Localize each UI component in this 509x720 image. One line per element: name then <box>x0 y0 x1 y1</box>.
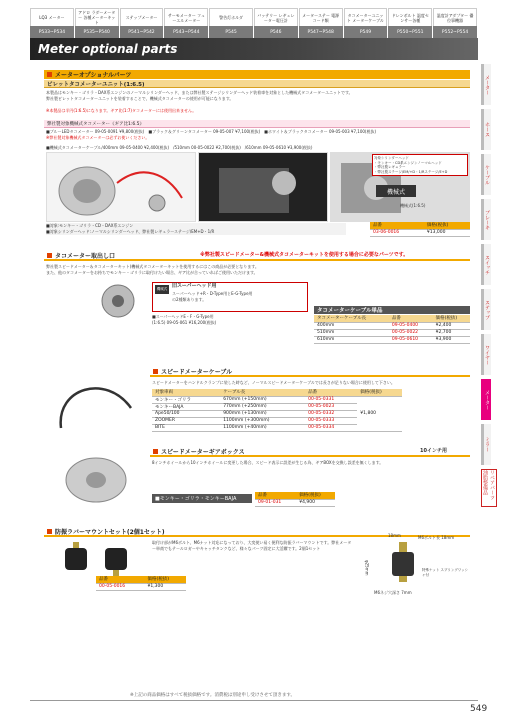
product-photo-rubber-mount <box>50 540 145 578</box>
cable-col-header: 品番 <box>389 315 433 322</box>
nav-item-page: P545 <box>209 26 253 38</box>
nav-item[interactable] <box>30 8 75 38</box>
outlet-illustration-icon <box>88 280 148 322</box>
nav-item-page: P546 <box>254 26 298 38</box>
nav-item-page: P550~P551 <box>388 26 432 38</box>
side-tab[interactable]: ワイヤー <box>481 334 491 375</box>
table-cell: モンキーBAJA <box>152 403 220 410</box>
speedo-col-header: ケーブル長 <box>220 389 305 396</box>
dim-bolt: M6ボルト長 18mm <box>418 535 455 540</box>
table-cell: ZOOMER <box>152 417 220 424</box>
side-tab[interactable]: リペアパーツ 油脂整備品 <box>481 469 497 507</box>
dim-diameter: φ25mm <box>364 560 370 576</box>
table-row <box>314 329 470 336</box>
nav-item[interactable] <box>75 8 120 38</box>
tacho-unit-illustration-icon <box>47 153 197 223</box>
target-head-callout: 対象シリンダーヘッド ・モンキー・CD系エンジンノーマルヘッド ・弊社製レギュラー ・弊社製ステージ/EM/+D・1/Rステージ/E+D <box>372 154 468 176</box>
nav-item[interactable] <box>254 8 299 38</box>
table-cell: BITE <box>152 424 220 431</box>
nav-item-name: バッテリー レギュレーター電圧計 <box>254 8 298 26</box>
nav-item[interactable] <box>164 8 209 38</box>
nav-item[interactable] <box>388 8 433 38</box>
side-tab[interactable]: ステップ <box>481 289 491 330</box>
table-cell: ¥3,900 <box>433 336 470 343</box>
product-photo-gearbox <box>46 448 146 508</box>
side-tab[interactable]: メーター <box>481 379 491 420</box>
photo-caption-2: ■対象シリンダーヘッド:ノーマルシリンダーヘッド、弊社製レギュラーステージ/EM+D・1/R <box>46 229 346 235</box>
nav-item-name: メーターステー 電源コード類 <box>299 8 343 26</box>
section-head-meter-options: メーターオプショナルパーツ <box>44 70 470 79</box>
cable-col-header: タコメーターケーブル長 <box>314 315 389 322</box>
section2-desc: 弊社製スピードメーター＆タコメーターキット(機械式タコメーターキットを使用するにはこの商品が必要となります。 <box>46 264 259 269</box>
mechanical-badge-sub: 機械式(1:6.5) <box>400 203 426 208</box>
table-cell: 1100mm (+40mm) <box>220 424 305 431</box>
kit-list: ■ブルーLEDタコメーター 09-05-0091 ¥9,800(税抜) ■ブラック＆グリーンタコメーター 09-05-007 ¥7,100(税抜) ■ホワイト＆ブラックタコメーター 09-05-003 ¥7,100(税抜) <box>46 129 377 134</box>
price-cell: ¥1,300 <box>144 583 186 590</box>
kit-label: 弊社製対象機械式タコメーター《ギア比1:6.5》 <box>44 120 470 128</box>
speedo-col-header: 品番 <box>305 389 357 396</box>
mount-dimension-diagram-icon <box>372 540 470 588</box>
col-code: 品番 <box>255 492 296 499</box>
nav-item-name: 警告灯ホルダ <box>209 8 253 26</box>
nav-item-page: P543~P544 <box>164 26 208 38</box>
callout-line2: の2種類あります。 <box>172 297 207 302</box>
col-code: 品番 <box>370 222 424 229</box>
table-cell: 00-05-0331 <box>305 396 357 403</box>
callout-title: 旧スーパーヘッド用 <box>172 283 217 289</box>
nav-item-name: タコメーターユニット メーターケーブル <box>344 8 388 26</box>
engine-illustration-icon <box>199 153 329 223</box>
speedo-cable-table <box>152 389 402 432</box>
side-tab[interactable]: ミラー <box>481 424 491 465</box>
table-cell: 00-05-0332 <box>305 410 357 417</box>
dim-width: 18mm <box>388 533 401 538</box>
dim-nut: 特殊ナット スプリングワッシャ付 <box>422 568 469 577</box>
table-cell: ¥2,700 <box>433 329 470 336</box>
table-cell: 770mm (+250mm) <box>220 403 305 410</box>
col-price: 価格(税抜) <box>424 222 470 229</box>
col-code: 品番 <box>96 576 144 583</box>
dim-hole: M6ネジ穴深さ 7mm <box>374 590 412 595</box>
kit-note: ※弊社製対象機械式タコメーターは必ずお使いください。 <box>46 135 150 140</box>
cable-table <box>314 315 470 344</box>
section2-item2: (1:6.5) 09-05-061 ¥16,200(税抜) <box>152 320 217 325</box>
table-cell: 510mm <box>314 329 389 336</box>
table-row <box>314 322 470 329</box>
subsection-billet-tacho: ビレットタコメーターユニット(1:6.5) <box>44 80 470 88</box>
section2-note: ※弊社製スピードメーター&機械式タコメーターキットを使用する場合に必要なパーツです。 <box>200 252 409 258</box>
price-cell: ¥4,900 <box>296 499 335 506</box>
nav-item-name: ドレンボルト 温度センサー各種 <box>388 8 432 26</box>
col-price: 価格(税抜) <box>144 576 186 583</box>
page-footer-rule <box>30 700 478 701</box>
cable-list: ■機械式タコメーターケーブル/400mm 09-05-0400 ¥2,400(税抜) /510mm 00-05-0022 ¥2,700(税抜) /610mm 09-05-0610 ¥3,900(税抜) <box>46 145 313 150</box>
section-head-rubber-mount: 防振ラバーマウントセット(2個1セット) <box>44 528 470 537</box>
code-cell: 09-01-031 <box>255 499 296 506</box>
table-cell: 670mm (+150mm) <box>220 396 305 403</box>
price-cell: ¥13,000 <box>424 229 470 236</box>
gearbox-target: ■モンキー・ゴリラ・モンキーBAJA <box>152 494 252 503</box>
table-cell: 610mm <box>314 336 389 343</box>
product-photo-tacho-unit <box>46 152 196 222</box>
product-photo-installed <box>198 152 328 222</box>
gearbox-price-table <box>255 492 335 507</box>
code-cell: 00-05-0016 <box>96 583 144 590</box>
nav-item[interactable] <box>120 8 165 38</box>
side-tab[interactable]: ケーブル <box>481 154 491 195</box>
nav-item-page: P547~P548 <box>299 26 343 38</box>
table-cell: 1100mm (+300mm) <box>220 417 305 424</box>
side-tab[interactable]: ブレーキ <box>481 199 491 240</box>
nav-item-page: P549 <box>344 26 388 38</box>
rubber-mount-diagram <box>372 540 470 588</box>
nav-item[interactable] <box>344 8 389 38</box>
table-cell: 00-05-0023 <box>305 403 357 410</box>
table-cell: 00-05-0333 <box>305 417 357 424</box>
cable-illustration-icon <box>46 368 146 438</box>
nav-item-page: P535~P540 <box>75 26 119 38</box>
table-cell: 09-05-0400 <box>389 322 433 329</box>
section2-item: ■スーパーヘッドE・F・G-Type用 <box>152 314 214 319</box>
table-row <box>152 396 402 403</box>
section5-desc: 取付け部がM6ボルト、M6ナット対応になっており、大変使い易く便利な防振ラバーマウントです。弊社メーター単商でもテールロガーやキャッチタンクなど、様々なパーツ固定に大活躍です。2個1セット <box>152 540 352 551</box>
section4-desc: 8インチホイールから10インチホイールに変更した場合、スピード表示に誤差が生じる為、ギアBOXを交換し誤差を無くします。 <box>152 460 384 465</box>
table-cell: ¥2,400 <box>433 322 470 329</box>
speedo-price-cell: ¥1,800 <box>357 396 402 431</box>
section2-desc2: また、他のタコメーターをお持ちでモンキー・ゴリラに取付けたい場合、ギア比が合っていればご使用いただけます。 <box>46 270 258 275</box>
section1-note: ※本製品は半円(1:6.5)になります。ギア比(1:7)タコメーターには使用出来ません。 <box>46 108 197 113</box>
callout-line1: スーパーヘッド+R・D-Type用とE-G-Type用 <box>172 291 253 296</box>
nav-item-name: 温度計アダプター 優位事機器 <box>433 8 477 26</box>
nav-item-name: ステップメーター <box>120 8 164 26</box>
table-cell: 00-05-0334 <box>305 424 357 431</box>
table-cell: 400mm <box>314 322 389 329</box>
nav-item-page: P541~P542 <box>120 26 164 38</box>
speedo-col-header: 対象車両 <box>152 389 220 396</box>
speedo-col-header: 価格(税抜) <box>357 389 402 396</box>
product-photo-outlet <box>88 280 148 322</box>
rubber-mount-price-table <box>96 576 186 591</box>
nav-item-page: P533~P534 <box>30 26 74 38</box>
side-category-tabs <box>481 64 503 511</box>
nav-item-name: LQ3 メーター <box>30 8 74 26</box>
section-head-speedo-cable: スピードメーターケーブル <box>150 368 470 377</box>
side-tab[interactable]: メーター <box>481 64 491 105</box>
table-cell: 00-05-0022 <box>389 329 433 336</box>
table-cell: 09-05-0610 <box>389 336 433 343</box>
table-row <box>314 336 470 343</box>
footer-note: ※上記の商品価格はすべて税抜価格です。消費税は別途申し受けさせて頂きます。 <box>130 693 295 698</box>
side-tab[interactable]: ホース <box>481 109 491 150</box>
section1-desc: 本製品はモンキー・ゴリラ・DAX系エンジンのノーマルシリンダーヘッド、または弊社製ステージシリンダーヘッド装着車を対象とした機械式タコメーターユニットです。 <box>46 90 353 95</box>
section-head-tacho-outlet: タコメーター取出し口 <box>44 252 470 261</box>
gearbox-size: 10インチ用 <box>420 448 447 454</box>
section-head-gearbox: スピードメーターギアボックス <box>150 448 470 457</box>
top-category-nav <box>30 8 478 38</box>
nav-item[interactable] <box>433 8 478 38</box>
mechanical-mini-badge: 機械式 <box>155 285 169 294</box>
page-number: 549 <box>470 704 488 714</box>
nav-item[interactable] <box>209 8 254 38</box>
section1-price-table <box>370 222 470 237</box>
nav-item-name: サーモメーター フューエルメーター <box>164 8 208 26</box>
section1-desc2: 弊社製ビレットタコメーターユニットを装着することで、機械式タコメーターの使用が可能になります。 <box>46 96 234 101</box>
rubber-mount-illustration-icon <box>50 540 145 578</box>
nav-item-name: アドロ ラダーメーター 各種メーターキット <box>75 8 119 26</box>
cable-table-head: タコメーターケーブル単品 <box>314 306 470 314</box>
col-price: 価格(税抜) <box>296 492 335 499</box>
table-cell: 900mm (+130mm) <box>220 410 305 417</box>
product-photo-speedo-cable <box>46 368 146 438</box>
mechanical-badge: 機械式 <box>376 185 416 197</box>
gearbox-illustration-icon <box>46 448 146 508</box>
photo-caption-1: ■対象:モンキー・ゴリラ・CD・DAX系エンジン <box>46 223 346 229</box>
cable-col-header: 価格(税抜) <box>433 315 470 322</box>
code-cell: 03-06-0016 <box>370 229 424 236</box>
section3-desc: スピードメーターをハンドルクランプに装した時など、ノーマルスピードメーターケーブルでは長さが足りない場合に使用して下さい。 <box>152 380 395 385</box>
nav-item[interactable] <box>299 8 344 38</box>
side-tab[interactable]: スイッチ <box>481 244 491 285</box>
table-cell: モンキー・ゴリラ <box>152 396 220 403</box>
nav-item-page: P552~P554 <box>433 26 477 38</box>
table-cell: Ape50/100 <box>152 410 220 417</box>
page-banner: Meter optional parts <box>30 38 478 60</box>
